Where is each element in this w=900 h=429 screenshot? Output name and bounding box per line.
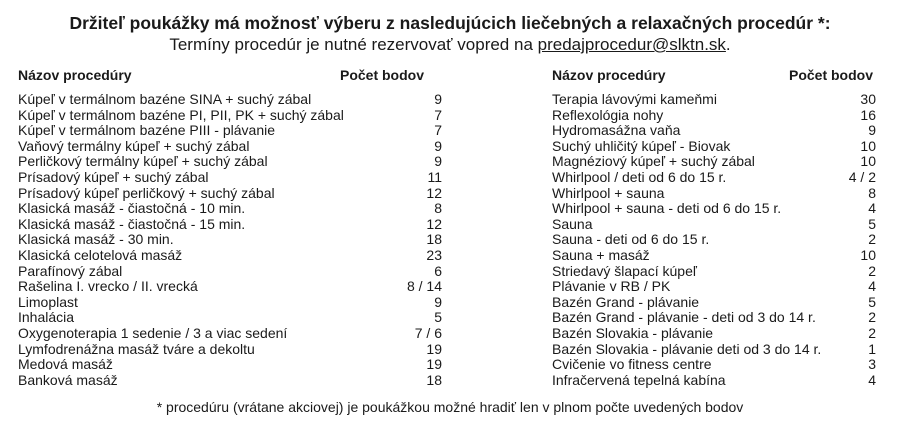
- procedure-points: 9: [434, 137, 442, 154]
- procedure-name: Klasická masáž - čiastočná - 10 min.: [18, 200, 246, 217]
- table-row: [18, 154, 442, 170]
- table-row: [18, 217, 442, 233]
- header: [0, 12, 900, 56]
- procedure-name: Sauna: [552, 215, 593, 232]
- table-row: [18, 170, 442, 186]
- procedure-name: Striedavý šlapací kúpeľ: [552, 262, 697, 279]
- table-row: [18, 186, 442, 202]
- procedure-points: 5: [868, 215, 876, 232]
- procedure-points: 9: [434, 293, 442, 310]
- table-row: [18, 123, 442, 139]
- procedure-points: 10: [860, 246, 876, 263]
- table-row: [552, 279, 876, 295]
- header-title: Držiteľ poukážky má možnosť výberu z nasledujúcich liečebných a relaxačných procedúr *:: [69, 13, 831, 33]
- table-row: [552, 310, 876, 326]
- procedure-points: 12: [426, 215, 442, 232]
- procedure-name: Hydromasážna vaňa: [552, 122, 681, 139]
- procedure-points: 30: [860, 91, 876, 107]
- procedure-points: 4: [868, 278, 876, 295]
- table-row: [18, 264, 442, 280]
- procedure-points: 4 / 2: [848, 168, 876, 185]
- procedure-name: Bazén Slovakia - plávanie deti od 3 do 14 r.: [552, 340, 822, 357]
- procedure-points: 3: [868, 356, 876, 373]
- procedure-name: Whirlpool + sauna: [552, 184, 665, 201]
- procedure-points: 9: [868, 122, 876, 139]
- procedure-points: 9: [434, 91, 442, 107]
- table-row: [18, 232, 442, 248]
- table-row: [552, 264, 876, 280]
- procedure-name: Rašelina I. vrecko / II. vrecká: [18, 278, 198, 295]
- procedure-points: 8: [868, 184, 876, 201]
- table-row: [552, 154, 876, 170]
- procedure-name: Sauna + masáž: [552, 246, 650, 263]
- procedure-name: Kúpeľ v termálnom bazéne PI, PII, PK + suchý zábal: [18, 106, 344, 123]
- procedure-points: 19: [426, 356, 442, 373]
- table-row: [18, 139, 442, 155]
- right-name-header: Názov procedúry: [552, 67, 666, 83]
- table-row: [552, 248, 876, 264]
- procedure-points: 7 / 6: [414, 324, 442, 341]
- procedure-points: 18: [426, 371, 442, 388]
- procedure-name: Infračervená tepelná kabína: [552, 371, 726, 388]
- procedure-points: 19: [426, 340, 442, 357]
- procedure-points: 23: [426, 246, 442, 263]
- procedure-name: Bazén Grand - plávanie: [552, 293, 700, 310]
- table-row: [18, 279, 442, 295]
- procedure-points: 2: [868, 231, 876, 248]
- procedure-points: 10: [860, 137, 876, 154]
- procedure-name: Cvičenie vo fitness centre: [552, 356, 712, 373]
- procedure-points: 12: [426, 184, 442, 201]
- procedure-name: Klasická masáž - čiastočná - 15 min.: [18, 215, 246, 232]
- table-row: [552, 373, 876, 389]
- procedure-name: Limoplast: [18, 293, 78, 310]
- table-row: [552, 201, 876, 217]
- procedure-name: Medová masáž: [18, 356, 113, 373]
- procedure-points: 1: [868, 340, 876, 357]
- procedure-name: Bazén Grand - plávanie - deti od 3 do 14 r.: [552, 309, 816, 326]
- procedure-points: 2: [868, 309, 876, 326]
- table-row: [552, 186, 876, 202]
- left-points-header: Počet bodov: [339, 67, 424, 83]
- procedure-points: 9: [434, 153, 442, 170]
- procedure-name: Magnéziový kúpeľ + suchý zábal: [552, 153, 755, 170]
- procedure-points: 4: [868, 371, 876, 388]
- table-row: [552, 139, 876, 155]
- procedure-name: Prísadový kúpeľ + suchý zábal: [18, 168, 209, 185]
- table-row: [18, 357, 442, 373]
- procedure-points: 5: [868, 293, 876, 310]
- table-row: [552, 123, 876, 139]
- table-row: [552, 342, 876, 358]
- table-row: [552, 326, 876, 342]
- table-row: [552, 170, 876, 186]
- procedure-name: Klasická masáž - 30 min.: [18, 231, 174, 248]
- procedure-points: 6: [434, 262, 442, 279]
- procedure-name: Terapia lávovými kameňmi: [552, 91, 717, 107]
- footnote: * procedúru (vrátane akciovej) je poukážkou možné hradiť len v plnom počte uvedených bodov: [156, 399, 744, 415]
- subtitle-text: Termíny procedúr je nutné rezervovať vopred na: [169, 35, 538, 54]
- left-name-header: Názov procedúry: [18, 67, 132, 83]
- procedure-name: Oxygenoterapia 1 sedenie / 3 a viac sedení: [18, 324, 288, 341]
- procedure-points: 16: [860, 106, 876, 123]
- table-row: [18, 342, 442, 358]
- table-row: [552, 108, 876, 124]
- left-table-header: [18, 66, 442, 92]
- procedure-name: Inhalácia: [18, 309, 75, 326]
- procedure-points: 2: [868, 262, 876, 279]
- procedure-name: Klasická celotelová masáž: [18, 246, 183, 263]
- subtitle-period: .: [725, 35, 731, 54]
- procedure-points: 8: [434, 200, 442, 217]
- procedure-points: 4: [868, 200, 876, 217]
- table-row: [18, 201, 442, 217]
- table-row: [552, 357, 876, 373]
- procedure-name: Plávanie v RB / PK: [552, 278, 671, 295]
- table-row: [18, 310, 442, 326]
- right-table-header: [552, 66, 876, 92]
- procedure-points: 11: [427, 168, 442, 185]
- table-row: [18, 295, 442, 311]
- header-subtitle: [0, 34, 900, 56]
- procedure-points: 5: [434, 309, 442, 326]
- procedure-name: Vaňový termálny kúpeľ + suchý zábal: [18, 137, 250, 154]
- procedure-name: Kúpeľ v termálnom bazéne PIII - plávanie: [18, 122, 275, 139]
- procedure-name: Perličkový termálny kúpeľ + suchý zábal: [18, 153, 268, 170]
- procedure-points: 2: [868, 324, 876, 341]
- table-row: [552, 295, 876, 311]
- procedure-name: Bazén Slovakia - plávanie: [552, 324, 714, 341]
- procedure-name: Lymfodrenážna masáž tváre a dekoltu: [18, 340, 255, 357]
- procedure-name: Reflexológia nohy: [552, 106, 664, 123]
- left-rows: [18, 92, 442, 388]
- right-points-header: Počet bodov: [788, 67, 873, 83]
- procedure-points: 18: [426, 231, 442, 248]
- procedure-name: Banková masáž: [18, 371, 118, 388]
- procedure-name: Parafínový zábal: [18, 262, 123, 279]
- procedure-name: Kúpeľ v termálnom bazéne SINA + suchý zábal: [18, 91, 312, 107]
- table-row: [552, 217, 876, 233]
- table-row: [18, 248, 442, 264]
- table-row: [18, 326, 442, 342]
- procedure-points: 7: [434, 106, 442, 123]
- procedure-points: 7: [434, 122, 442, 139]
- table-row: [18, 108, 442, 124]
- table-row: [18, 92, 442, 108]
- procedure-name: Suchý uhličitý kúpeľ - Biovak: [552, 137, 731, 154]
- procedure-points: 8 / 14: [406, 278, 442, 295]
- left-procedure-table: [18, 66, 442, 388]
- table-row: [552, 232, 876, 248]
- procedure-name: Whirlpool / deti od 6 do 15 r.: [552, 168, 727, 185]
- table-row: [18, 373, 442, 389]
- table-row: [552, 92, 876, 108]
- procedure-name: Prísadový kúpeľ perličkový + suchý zábal: [18, 184, 275, 201]
- procedure-name: Sauna - deti od 6 do 15 r.: [552, 231, 710, 248]
- right-rows: [552, 92, 876, 388]
- email-link[interactable]: predajprocedur@slktn.sk: [537, 35, 726, 54]
- right-procedure-table: [552, 66, 876, 388]
- procedure-name: Whirlpool + sauna - deti od 6 do 15 r.: [552, 200, 782, 217]
- procedure-points: 10: [860, 153, 876, 170]
